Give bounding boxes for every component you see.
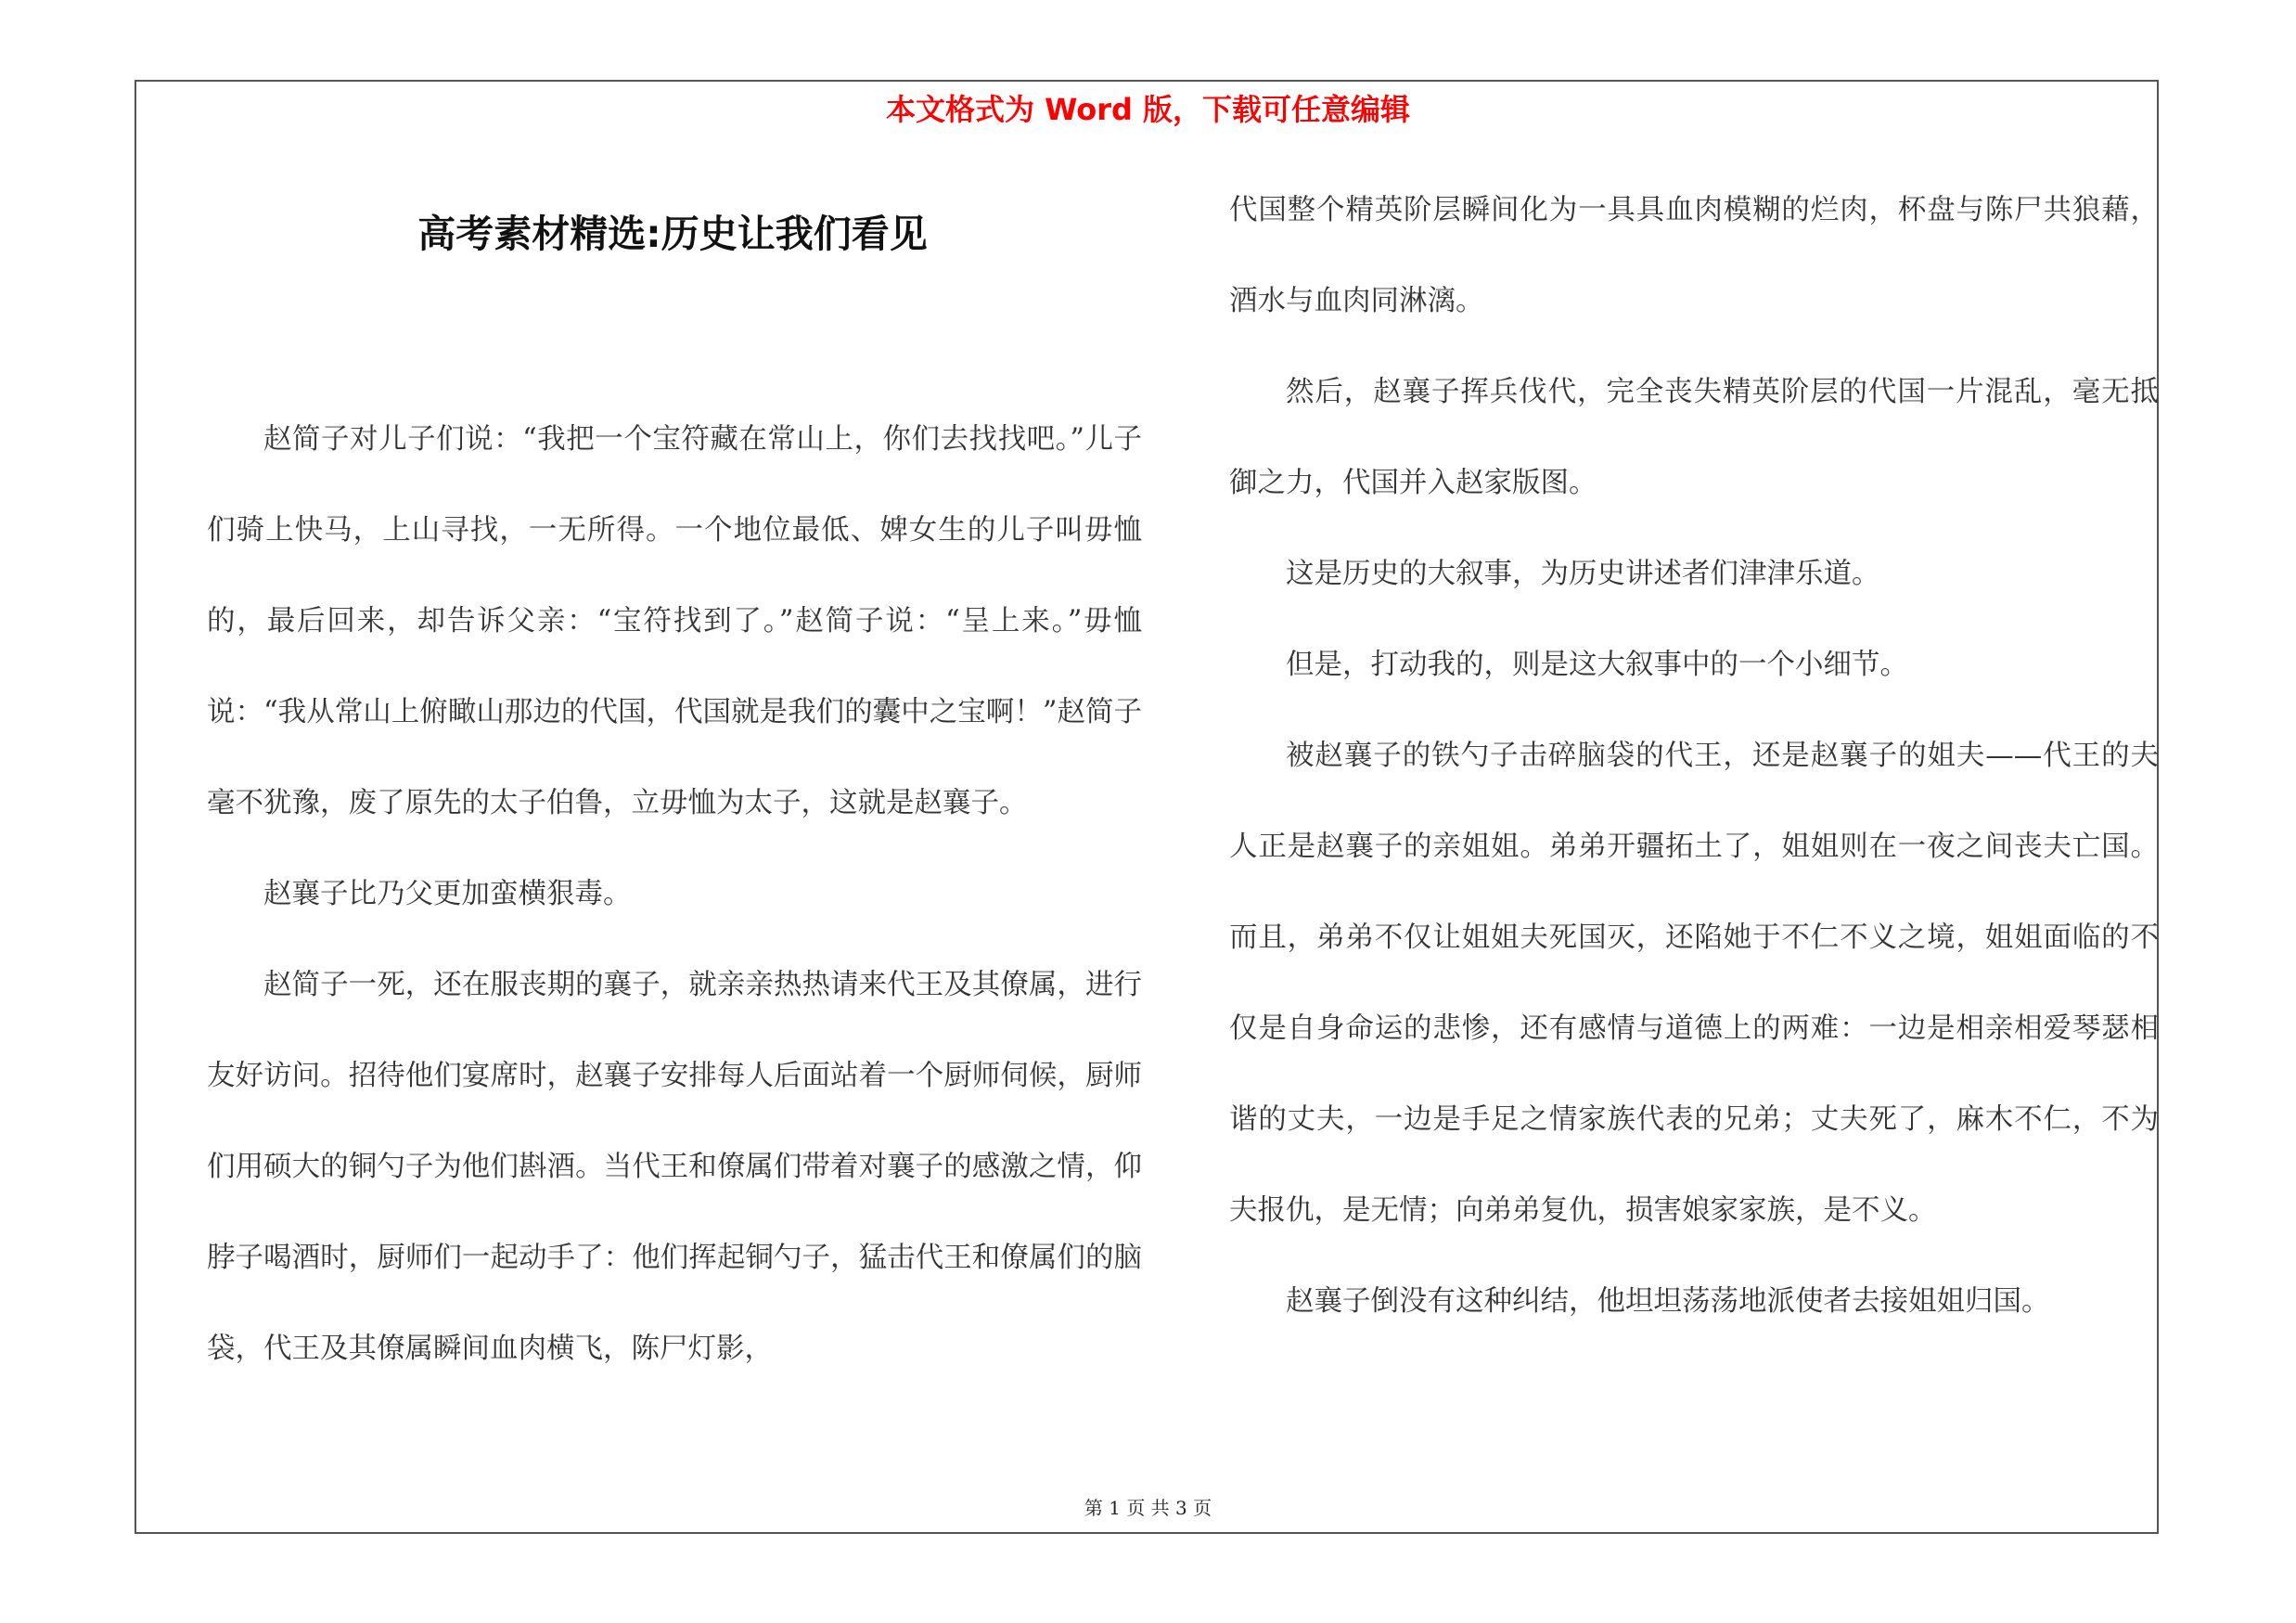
paragraph: 然后，赵襄子挥兵伐代，完全丧失精英阶层的代国一片混乱，毫无抵御之力，代国并入赵家版图。	[1229, 376, 2159, 499]
paragraph: 赵襄子倒没有这种纠结，他坦坦荡荡地派使者去接姐姐归国。	[1286, 1285, 2050, 1318]
paragraph-continuation: 代国整个精英阶层瞬间化为一具具血肉模糊的烂肉，杯盘与陈尸共狼藉，酒水与血肉同淋漓。	[1229, 194, 2159, 317]
paragraph: 被赵襄子的铁勺子击碎脑袋的代王，还是赵襄子的姐夫——代王的夫人正是赵襄子的亲姐姐。弟弟开疆拓土了，姐姐则在一夜之间丧夫亡国。而且，弟弟不仅让姐姐夫死国灭，还陷她于不仁不义之境，姐姐面临的不仅是自身命运的悲惨，还有感情与道德上的两难：一边是相亲相爱琴瑟相谐的丈夫，一边是手足之情家族代表的兄弟；丈夫死了，麻木不仁，不为夫报仇，是无情；向弟弟复仇，损害娘家家族，是不义。	[1229, 740, 2159, 1227]
page-number: 第 1 页 共 3 页	[1084, 1497, 1212, 1519]
paragraph: 但是，打动我的，则是这大叙事中的一个小细节。	[1286, 649, 1908, 681]
left-column	[207, 394, 1142, 1395]
paragraph: 赵襄子比乃父更加蛮横狠毒。	[263, 878, 632, 910]
right-column	[1229, 165, 2159, 1347]
document-title: 高考素材精选:历史让我们看见	[417, 212, 928, 256]
paragraph: 赵简子一死，还在服丧期的襄子，就亲亲热热请来代王及其僚属，进行友好访问。招待他们宴席时，赵襄子安排每人后面站着一个厨师伺候，厨师们用硕大的铜勺子为他们斟酒。当代王和僚属们带着对襄子的感激之情，仰脖子喝酒时，厨师们一起动手了：他们挥起铜勺子，猛击代王和僚属们的脑袋，代王及其僚属瞬间血肉横飞，陈尸灯影，	[207, 969, 1142, 1365]
format-banner: 本文格式为 Word 版，下载可任意编辑	[885, 92, 1411, 127]
paragraph: 赵简子对儿子们说：“我把一个宝符藏在常山上，你们去找找吧。”儿子们骑上快马，上山寻找，一无所得。一个地位最低、婢女生的儿子叫毋恤的，最后回来，却告诉父亲：“宝符找到了。”赵简子说：“呈上来。”毋恤说：“我从常山上俯瞰山那边的代国，代国就是我们的囊中之宝啊！”赵简子毫不犹豫，废了原先的太子伯鲁，立毋恤为太子，这就是赵襄子。	[207, 423, 1142, 819]
paragraph: 这是历史的大叙事，为历史讲述者们津津乐道。	[1286, 558, 1880, 590]
